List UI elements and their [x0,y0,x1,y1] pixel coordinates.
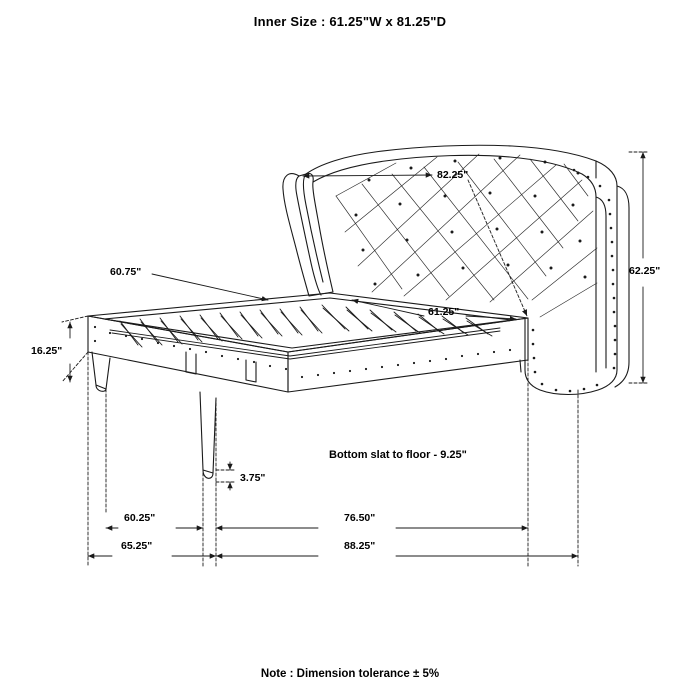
label-slat-deck-width: 60.75" [110,266,142,278]
headboard-left-wing [283,173,333,296]
headboard-right-wing [596,186,629,387]
label-outer-depth-bottom: 65.25" [121,540,153,552]
label-side-rail-height: 16.25" [31,345,63,357]
page-title: Inner Size : 61.25"W x 81.25"D [253,14,447,29]
label-headboard-height: 82.25" [437,169,469,181]
label-overall-depth-lower: 76.50" [344,512,376,524]
center-supports [186,352,256,382]
label-leg-height: 3.75" [240,472,266,484]
tolerance-note: Note : Dimension tolerance ± 5% [260,668,440,680]
label-overall-height: 62.25" [629,265,661,277]
label-overall-length: 88.25" [344,540,376,552]
tuft-buttons [355,157,587,286]
label-bottom-slat-to-floor: Bottom slat to floor - 9.25" [329,449,467,461]
headboard-body [306,145,617,394]
label-inner-depth-bottom: 60.25" [124,512,156,524]
bed-frame-deck [88,293,528,392]
label-inner-width-top: 61.25" [428,306,460,318]
